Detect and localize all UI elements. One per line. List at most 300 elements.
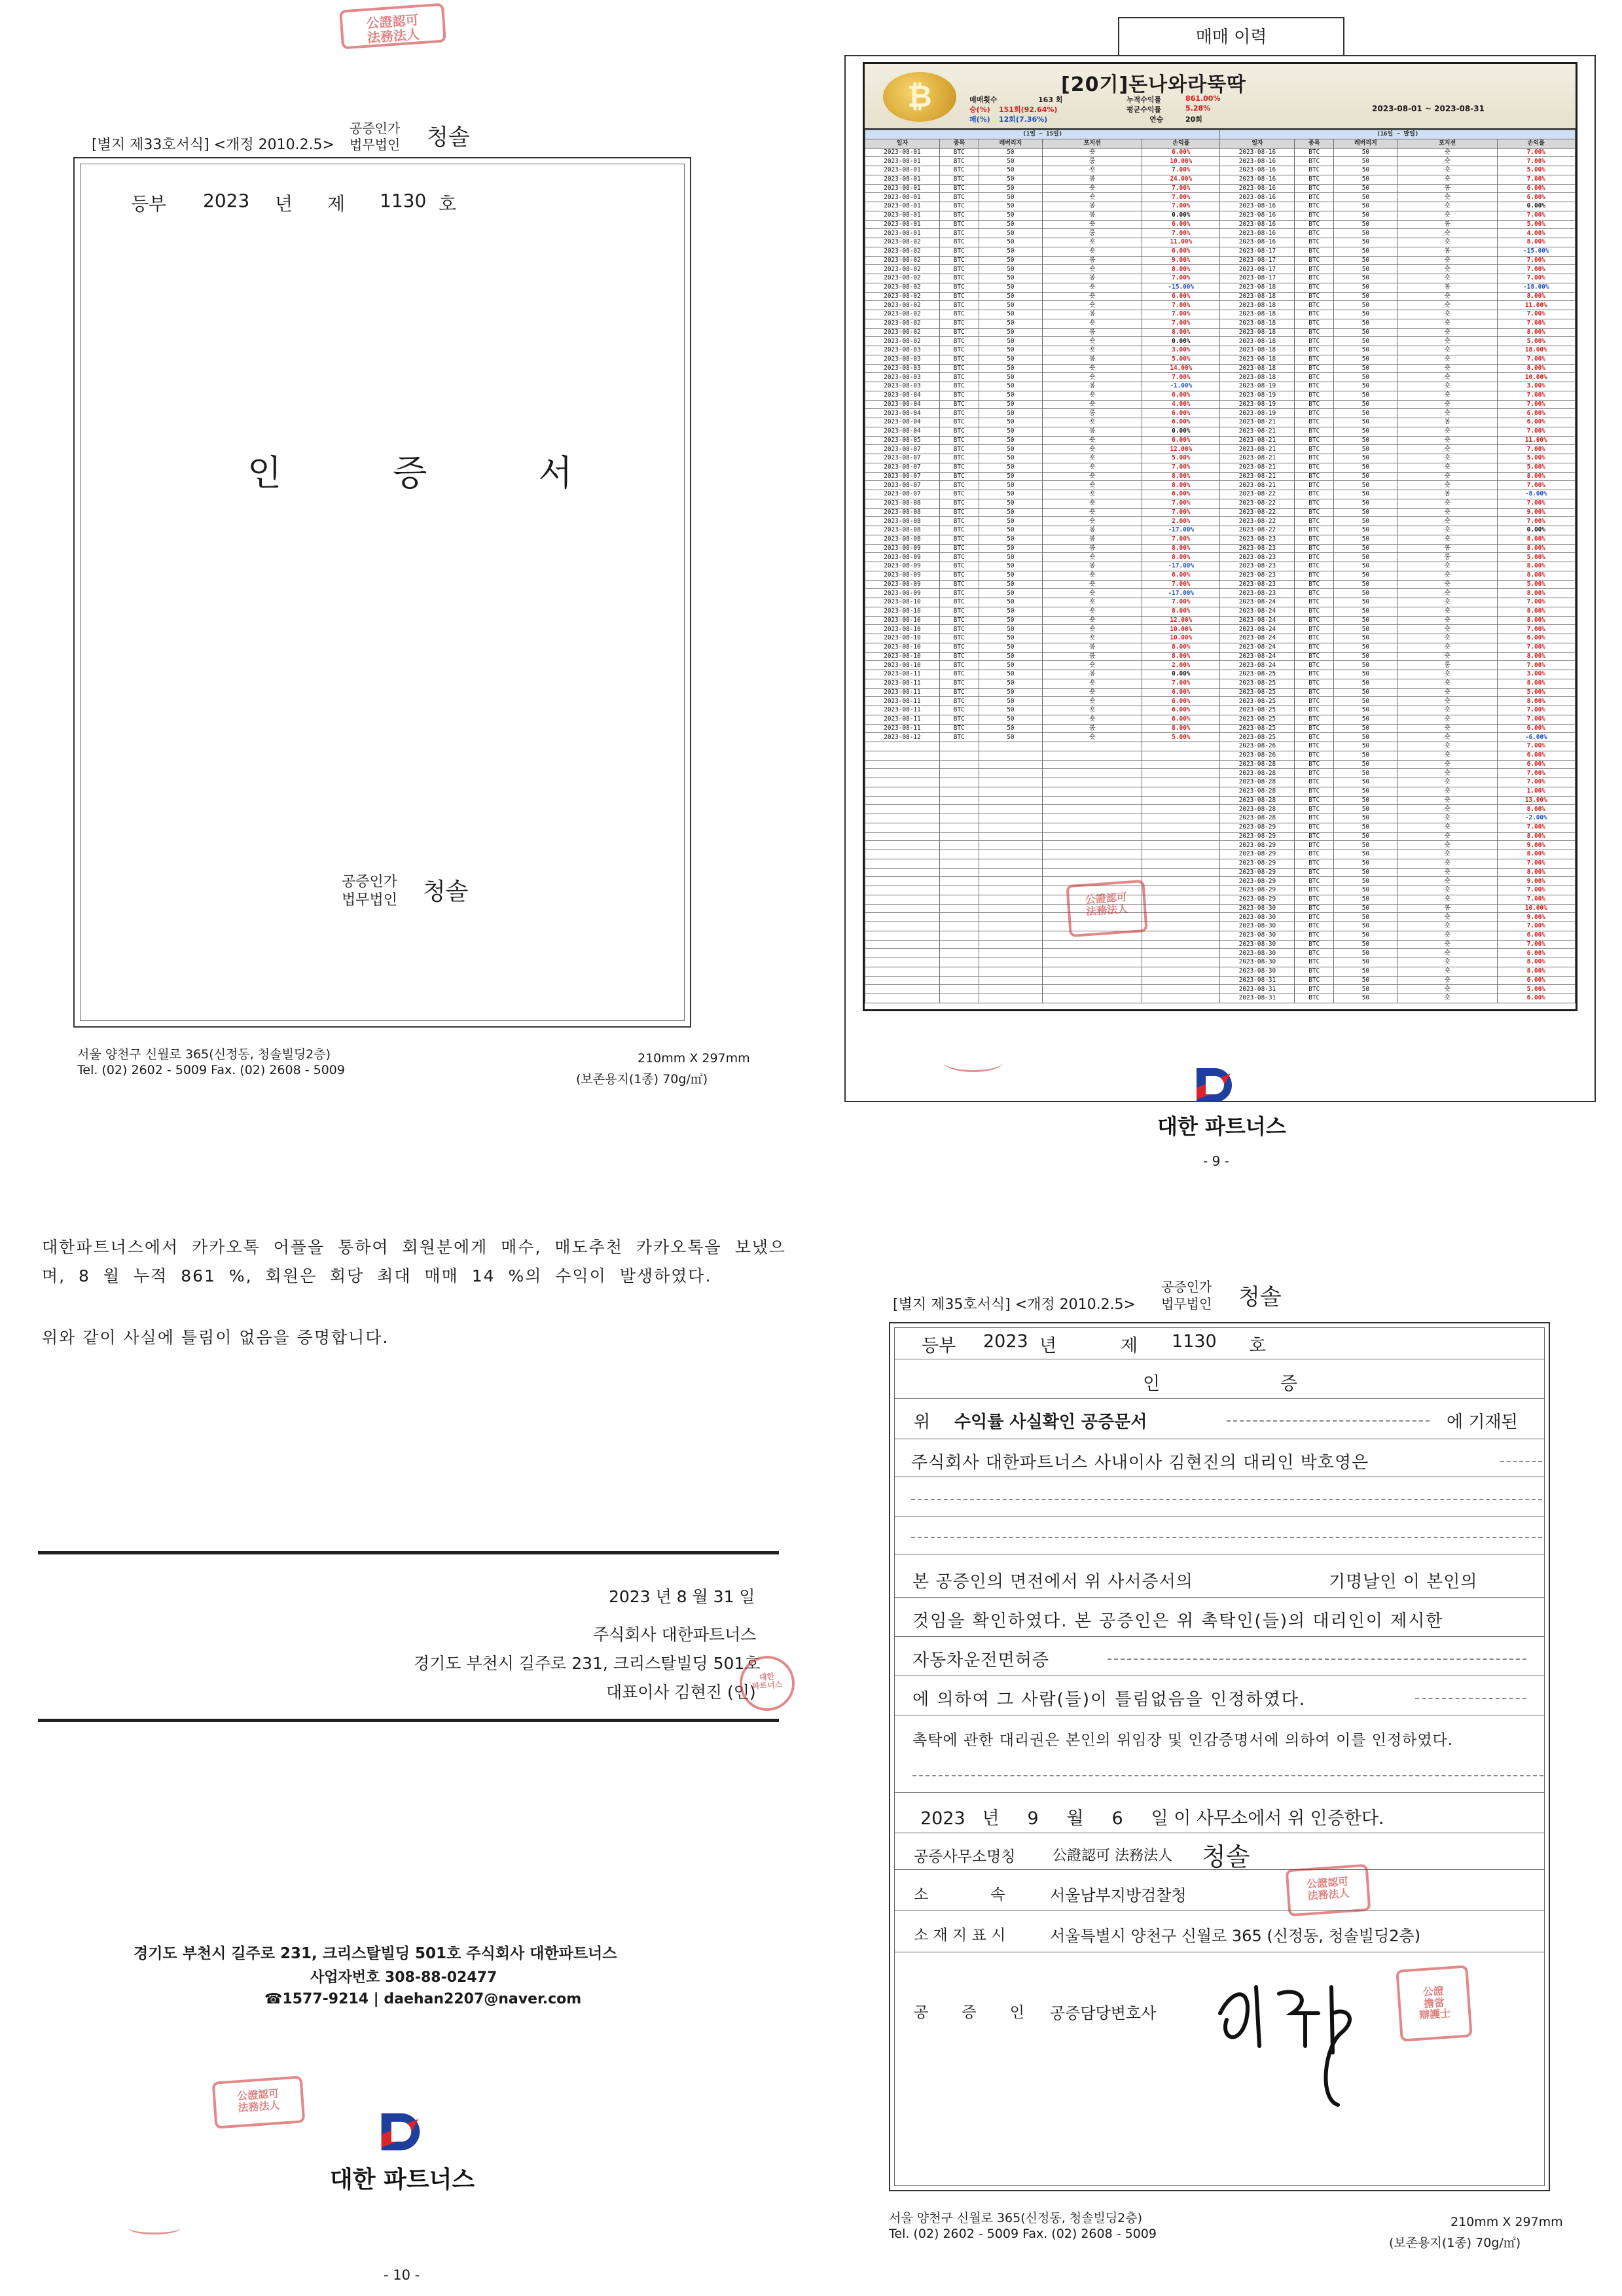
position-cell: 숏 <box>1397 715 1497 724</box>
table-cell: 50 <box>1334 724 1398 733</box>
table-row <box>865 670 1576 679</box>
table-cell: 2023-08-23 <box>1220 544 1295 553</box>
table-cell: 50 <box>1334 328 1398 337</box>
empty-cell <box>979 769 1043 778</box>
cover-bottom-notary-2: 법무법인 <box>342 892 398 908</box>
table-row <box>865 337 1576 346</box>
table-cell: BTC <box>1295 859 1334 868</box>
fact-company-seal: 대한 파트너스 <box>738 1654 797 1713</box>
empty-cell <box>979 913 1043 922</box>
table-cell: 2023-08-25 <box>1220 679 1295 688</box>
table-cell: BTC <box>1295 724 1334 733</box>
history-table <box>865 130 1576 1003</box>
table-cell: 2023-08-18 <box>1220 301 1295 310</box>
table-cell: BTC <box>1295 472 1334 481</box>
table-row <box>865 904 1576 913</box>
table-cell: 2023-08-23 <box>1220 589 1295 598</box>
stat-streak-value: 20회 <box>1185 115 1202 124</box>
fact-ceo: 대표이사 김현진 (인) <box>606 1683 756 1702</box>
table-cell: BTC <box>1295 589 1334 598</box>
history-head <box>865 64 1576 130</box>
pnl-cell: 6.00% <box>1497 949 1575 958</box>
position-cell: 롱 <box>1043 643 1142 652</box>
table-cell: 50 <box>1334 895 1398 904</box>
position-cell: 숏 <box>1397 742 1497 751</box>
table-cell: 50 <box>1334 841 1398 850</box>
table-cell: BTC <box>939 274 979 283</box>
table-cell: BTC <box>1295 409 1334 418</box>
table-cell: 50 <box>1334 391 1398 400</box>
position-cell: 숏 <box>1397 328 1497 337</box>
table-cell: 2023-08-28 <box>1220 769 1295 778</box>
auth-line-6: 에 의하여 그 사람(들)이 틀림없음을 인정하였다. <box>912 1690 1307 1710</box>
table-cell: 2023-08-18 <box>1220 364 1295 373</box>
auth-office-seal: 公證認可 法務法人 <box>1286 1864 1371 1917</box>
cover-reg-label: 등부 <box>131 193 167 215</box>
pnl-cell: 5.00% <box>1497 337 1575 346</box>
table-cell: BTC <box>1295 463 1334 472</box>
table-cell: BTC <box>939 481 979 490</box>
table-cell: BTC <box>1295 940 1334 949</box>
pnl-cell: 6.00% <box>1497 409 1575 418</box>
empty-cell <box>939 886 979 895</box>
table-cell: 50 <box>1334 652 1398 661</box>
empty-cell <box>865 994 940 1003</box>
table-row <box>865 427 1576 436</box>
pnl-cell: 10.00% <box>1142 157 1220 166</box>
table-cell: 2023-08-17 <box>1220 274 1295 283</box>
empty-cell <box>1142 976 1220 985</box>
table-cell: BTC <box>939 175 979 184</box>
empty-cell <box>939 922 979 931</box>
auth-row-divider-2 <box>894 1398 1545 1399</box>
table-cell: 50 <box>979 454 1043 463</box>
table-cell: BTC <box>1295 373 1334 382</box>
empty-cell <box>1043 976 1142 985</box>
empty-cell <box>939 805 979 814</box>
table-row <box>865 274 1576 283</box>
auth-row-divider-11 <box>894 1792 1545 1793</box>
position-cell: 롱 <box>1397 490 1497 499</box>
table-row <box>865 922 1576 931</box>
auth-address: 서울 양천구 신월로 365(신정동, 청솔빌딩2층) <box>889 2211 1143 2225</box>
table-cell: 2023-08-17 <box>1220 265 1295 274</box>
cover-address: 서울 양천구 신월로 365(신정동, 청솔빌딩2층) <box>77 1047 331 1062</box>
pnl-cell: 7.00% <box>1497 175 1575 184</box>
pnl-cell: -18.00% <box>1497 283 1575 292</box>
table-cell: BTC <box>939 157 979 166</box>
table-cell: 50 <box>1334 445 1398 454</box>
position-cell: 숏 <box>1043 337 1142 346</box>
empty-cell <box>979 751 1043 760</box>
position-cell: 숏 <box>1043 391 1142 400</box>
table-cell: BTC <box>1295 679 1334 688</box>
empty-cell <box>865 868 940 877</box>
empty-cell <box>865 985 940 994</box>
table-cell: 50 <box>1334 202 1398 211</box>
table-cell: 50 <box>1334 193 1398 202</box>
table-cell: 2023-08-08 <box>865 508 940 517</box>
position-cell: 숏 <box>1043 292 1142 301</box>
table-cell: BTC <box>939 652 979 661</box>
pnl-cell: 6.00% <box>1497 193 1575 202</box>
table-cell: 2023-08-29 <box>1220 841 1295 850</box>
table-row <box>865 238 1576 247</box>
pnl-cell: 7.00% <box>1497 148 1575 157</box>
table-cell: BTC <box>1295 967 1334 976</box>
table-cell: 2023-08-04 <box>865 427 940 436</box>
pnl-cell: 8.00% <box>1497 571 1575 580</box>
table-cell: 2023-08-01 <box>865 148 940 157</box>
pnl-cell: 8.00% <box>1497 958 1575 967</box>
pnl-cell: 8.00% <box>1497 868 1575 877</box>
auth-fill-line-2 <box>1500 1461 1542 1462</box>
pnl-cell: -15.00% <box>1142 283 1220 292</box>
table-row <box>865 220 1576 229</box>
empty-cell <box>1142 823 1220 832</box>
table-cell: 2023-08-09 <box>865 580 940 589</box>
position-cell: 숏 <box>1043 472 1142 481</box>
position-cell: 숏 <box>1397 949 1497 958</box>
position-cell: 숏 <box>1397 733 1497 742</box>
table-cell: BTC <box>1295 760 1334 769</box>
position-cell: 숏 <box>1043 238 1142 247</box>
table-cell: 50 <box>979 391 1043 400</box>
table-cell: 50 <box>1334 733 1398 742</box>
cover-tel: Tel. (02) 2602 - 5009 Fax. (02) 2608 - 5009 <box>77 1063 345 1077</box>
fact-divider-bottom <box>38 1719 779 1722</box>
table-cell: 50 <box>1334 481 1398 490</box>
table-cell: 50 <box>1334 877 1398 886</box>
empty-cell <box>1142 985 1220 994</box>
pnl-cell: 7.00% <box>1142 463 1220 472</box>
position-cell: 숏 <box>1043 679 1142 688</box>
stat-period: 2023-08-01 ~ 2023-08-31 <box>1372 104 1485 113</box>
empty-cell <box>1142 949 1220 958</box>
position-cell: 숏 <box>1397 778 1497 787</box>
position-cell: 숏 <box>1397 175 1497 184</box>
cover-paper-size: 210mm X 297mm <box>638 1051 750 1066</box>
table-cell: BTC <box>1295 850 1334 859</box>
fact-company: 주식회사 대한파트너스 <box>593 1625 757 1644</box>
position-cell: 숏 <box>1043 418 1142 427</box>
pnl-cell: 7.00% <box>1142 301 1220 310</box>
position-cell: 숏 <box>1043 733 1142 742</box>
auth-registry-line <box>922 1331 1288 1357</box>
empty-cell <box>979 742 1043 751</box>
table-cell: BTC <box>1295 220 1334 229</box>
pnl-cell: 7.00% <box>1497 391 1575 400</box>
pnl-cell: 6.00% <box>1142 391 1220 400</box>
table-cell: BTC <box>1295 454 1334 463</box>
table-cell: BTC <box>939 337 979 346</box>
table-cell: 50 <box>1334 319 1398 328</box>
empty-cell <box>1043 814 1142 823</box>
position-cell: 숏 <box>1397 643 1497 652</box>
table-cell: 2023-08-02 <box>865 328 940 337</box>
pnl-cell: 7.00% <box>1142 229 1220 238</box>
pnl-cell: 0.00% <box>1142 670 1220 679</box>
position-cell: 롱 <box>1043 310 1142 319</box>
column-header: 포지션 <box>1397 139 1497 148</box>
table-cell: 50 <box>1334 166 1398 175</box>
table-cell: BTC <box>1295 346 1334 355</box>
fact-business-no: 사업자번호 308-88-02477 <box>310 1969 497 1986</box>
pnl-cell: 1.00% <box>1497 787 1575 796</box>
table-row <box>865 589 1576 598</box>
position-cell: 롱 <box>1043 175 1142 184</box>
table-cell: 2023-08-01 <box>865 175 940 184</box>
empty-cell <box>939 859 979 868</box>
table-cell: 50 <box>979 409 1043 418</box>
cover-bottom-office-name: 청솔 <box>423 878 469 905</box>
table-cell: 2023-08-02 <box>865 310 940 319</box>
position-cell: 숏 <box>1397 508 1497 517</box>
history-panel-seal: 公證認可 法務法人 <box>1066 880 1147 937</box>
empty-cell <box>939 958 979 967</box>
auth-line-1b: 수익률 사실확인 공증문서 <box>954 1412 1147 1432</box>
table-cell: 2023-08-30 <box>1220 904 1295 913</box>
table-cell: 50 <box>979 481 1043 490</box>
table-cell: 50 <box>979 706 1043 715</box>
table-cell: 2023-08-09 <box>865 571 940 580</box>
table-cell: 50 <box>979 580 1043 589</box>
table-row <box>865 751 1576 760</box>
empty-cell <box>1142 742 1220 751</box>
page10-company-logo-icon <box>376 2106 425 2156</box>
table-cell: 50 <box>1334 472 1398 481</box>
table-row <box>865 625 1576 634</box>
table-cell: 50 <box>1334 904 1398 913</box>
empty-cell <box>939 787 979 796</box>
table-row <box>865 643 1576 652</box>
table-cell: 50 <box>1334 778 1398 787</box>
auth-reg-year: 2023 <box>983 1331 1028 1352</box>
position-cell: 숏 <box>1043 184 1142 193</box>
table-cell: BTC <box>939 715 979 724</box>
table-row <box>865 895 1576 904</box>
table-cell: BTC <box>1295 787 1334 796</box>
pnl-cell: 7.00% <box>1142 535 1220 544</box>
table-cell: 50 <box>1334 985 1398 994</box>
empty-cell <box>939 751 979 760</box>
auth-line-7: 촉탁에 관한 대리권은 본인의 위임장 및 인감증명서에 의하여 이를 인정하였다. <box>912 1732 1454 1749</box>
table-cell: 50 <box>979 328 1043 337</box>
position-cell: 숏 <box>1397 355 1497 364</box>
empty-cell <box>1142 958 1220 967</box>
empty-cell <box>865 931 940 940</box>
table-cell: 2023-08-25 <box>1220 724 1295 733</box>
empty-cell <box>1142 841 1220 850</box>
position-cell: 롱 <box>1397 220 1497 229</box>
cover-title-char-1: 인 <box>247 452 282 493</box>
empty-cell <box>1043 769 1142 778</box>
table-cell: BTC <box>1295 157 1334 166</box>
empty-cell <box>865 859 940 868</box>
stat-streak-label: 연승 <box>1149 115 1164 124</box>
table-cell: BTC <box>939 418 979 427</box>
position-cell: 숏 <box>1043 301 1142 310</box>
auth-notary-label-2: 법무법인 <box>1161 1296 1212 1312</box>
stat-loss-value: 12회(7.36%) <box>999 115 1048 124</box>
table-cell: 50 <box>979 193 1043 202</box>
pnl-cell: 7.00% <box>1497 445 1575 454</box>
table-cell: BTC <box>1295 319 1334 328</box>
pnl-cell: 11.00% <box>1142 238 1220 247</box>
table-cell: BTC <box>1295 868 1334 877</box>
table-row <box>865 814 1576 823</box>
table-cell: 50 <box>1334 598 1398 607</box>
table-cell: BTC <box>939 499 979 508</box>
table-cell: BTC <box>939 166 979 175</box>
table-cell: 50 <box>979 337 1043 346</box>
empty-cell <box>979 859 1043 868</box>
table-cell: 2023-08-02 <box>865 265 940 274</box>
table-cell: 2023-08-10 <box>865 652 940 661</box>
pnl-cell: 6.00% <box>1142 571 1220 580</box>
table-cell: 50 <box>979 526 1043 535</box>
empty-cell <box>1142 814 1220 823</box>
bitcoin-coin-icon <box>883 72 956 122</box>
table-cell: 50 <box>979 634 1043 643</box>
table-cell: BTC <box>1295 292 1334 301</box>
table-cell: 50 <box>1334 283 1398 292</box>
table-cell: 2023-08-22 <box>1220 526 1295 535</box>
table-cell: 2023-08-02 <box>865 256 940 265</box>
table-cell: BTC <box>1295 805 1334 814</box>
table-cell: 2023-08-02 <box>865 292 940 301</box>
table-cell: 50 <box>1334 238 1398 247</box>
table-cell: 50 <box>1334 247 1398 256</box>
empty-cell <box>979 760 1043 769</box>
table-cell: BTC <box>1295 175 1334 184</box>
table-cell: 2023-08-28 <box>1220 778 1295 787</box>
auth-office-value: 청솔 <box>1202 1842 1250 1871</box>
fact-company-address: 경기도 부천시 길주로 231, 크리스탈빌딩 501호 <box>414 1654 761 1673</box>
table-cell: BTC <box>939 688 979 697</box>
table-cell: BTC <box>939 220 979 229</box>
table-cell: 2023-08-02 <box>865 247 940 256</box>
table-cell: 50 <box>1334 364 1398 373</box>
table-cell: 2023-08-22 <box>1220 490 1295 499</box>
empty-cell <box>939 742 979 751</box>
table-cell: BTC <box>1295 481 1334 490</box>
empty-cell <box>1142 994 1220 1003</box>
empty-cell <box>939 850 979 859</box>
table-cell: 50 <box>979 679 1043 688</box>
pnl-cell: 7.00% <box>1142 319 1220 328</box>
position-cell: 롱 <box>1397 904 1497 913</box>
empty-cell <box>979 778 1043 787</box>
table-cell: BTC <box>939 310 979 319</box>
position-cell: 숏 <box>1043 688 1142 697</box>
pnl-cell: 8.00% <box>1497 679 1575 688</box>
pnl-cell: 6.00% <box>1497 418 1575 427</box>
table-cell: 2023-08-01 <box>865 166 940 175</box>
position-cell: 롱 <box>1397 544 1497 553</box>
empty-cell <box>865 877 940 886</box>
empty-cell <box>865 760 940 769</box>
pnl-cell: 7.00% <box>1142 274 1220 283</box>
position-cell: 숏 <box>1397 517 1497 526</box>
table-cell: 50 <box>1334 814 1398 823</box>
table-cell: BTC <box>1295 256 1334 265</box>
pnl-cell: 8.00% <box>1497 364 1575 373</box>
position-cell: 롱 <box>1397 553 1497 562</box>
table-cell: 50 <box>979 265 1043 274</box>
pnl-cell: -17.00% <box>1142 589 1220 598</box>
table-cell: 50 <box>1334 436 1398 445</box>
table-cell: BTC <box>1295 994 1334 1003</box>
table-cell: 50 <box>1334 868 1398 877</box>
table-cell: 2023-08-02 <box>865 301 940 310</box>
table-cell: 2023-08-23 <box>1220 571 1295 580</box>
table-cell: 2023-08-25 <box>1220 697 1295 706</box>
table-row <box>865 211 1576 220</box>
table-cell: 2023-08-17 <box>1220 256 1295 265</box>
pnl-cell: 7.00% <box>1497 715 1575 724</box>
empty-cell <box>865 958 940 967</box>
table-cell: BTC <box>1295 553 1334 562</box>
table-row <box>865 517 1576 526</box>
table-cell: BTC <box>1295 274 1334 283</box>
empty-cell <box>979 994 1043 1003</box>
table-cell: 2023-08-10 <box>865 625 940 634</box>
table-cell: 2023-08-31 <box>1220 994 1295 1003</box>
table-cell: 2023-08-18 <box>1220 355 1295 364</box>
position-cell: 롱 <box>1397 247 1497 256</box>
table-row <box>865 886 1576 895</box>
table-cell: 2023-08-18 <box>1220 346 1295 355</box>
table-cell: 2023-08-03 <box>865 346 940 355</box>
position-cell: 숏 <box>1043 580 1142 589</box>
pnl-cell: 5.00% <box>1497 463 1575 472</box>
table-cell: 50 <box>1334 886 1398 895</box>
empty-cell <box>979 841 1043 850</box>
position-cell: 숏 <box>1397 787 1497 796</box>
pnl-cell: 6.00% <box>1497 994 1575 1003</box>
table-cell: BTC <box>1295 985 1334 994</box>
page9-number: - 9 - <box>1203 1153 1229 1169</box>
pnl-cell: 0.00% <box>1142 211 1220 220</box>
position-cell: 숏 <box>1397 760 1497 769</box>
table-row <box>865 661 1576 670</box>
pnl-cell: 7.00% <box>1497 886 1575 895</box>
pnl-cell: 7.00% <box>1497 499 1575 508</box>
cover-title-char-3: 서 <box>538 452 573 493</box>
pnl-cell: 8.00% <box>1497 544 1575 553</box>
empty-cell <box>979 823 1043 832</box>
table-cell: 2023-08-09 <box>865 562 940 571</box>
empty-cell <box>979 877 1043 886</box>
table-cell: 2023-08-16 <box>1220 202 1295 211</box>
table-row <box>865 967 1576 976</box>
position-cell: 숏 <box>1043 463 1142 472</box>
column-header: 종목 <box>1295 139 1334 148</box>
position-cell: 숏 <box>1397 805 1497 814</box>
table-row <box>865 733 1576 742</box>
table-cell: 2023-08-09 <box>865 589 940 598</box>
auth-paper-type: (보존용지(1종) 70g/㎡) <box>1389 2236 1521 2250</box>
table-cell: 50 <box>1334 535 1398 544</box>
table-row <box>865 778 1576 787</box>
table-cell: 50 <box>1334 850 1398 859</box>
table-cell: 2023-08-11 <box>865 706 940 715</box>
table-cell: 2023-08-18 <box>1220 310 1295 319</box>
table-cell: 2023-08-24 <box>1220 598 1295 607</box>
table-cell: 2023-08-18 <box>1220 283 1295 292</box>
empty-cell <box>979 850 1043 859</box>
